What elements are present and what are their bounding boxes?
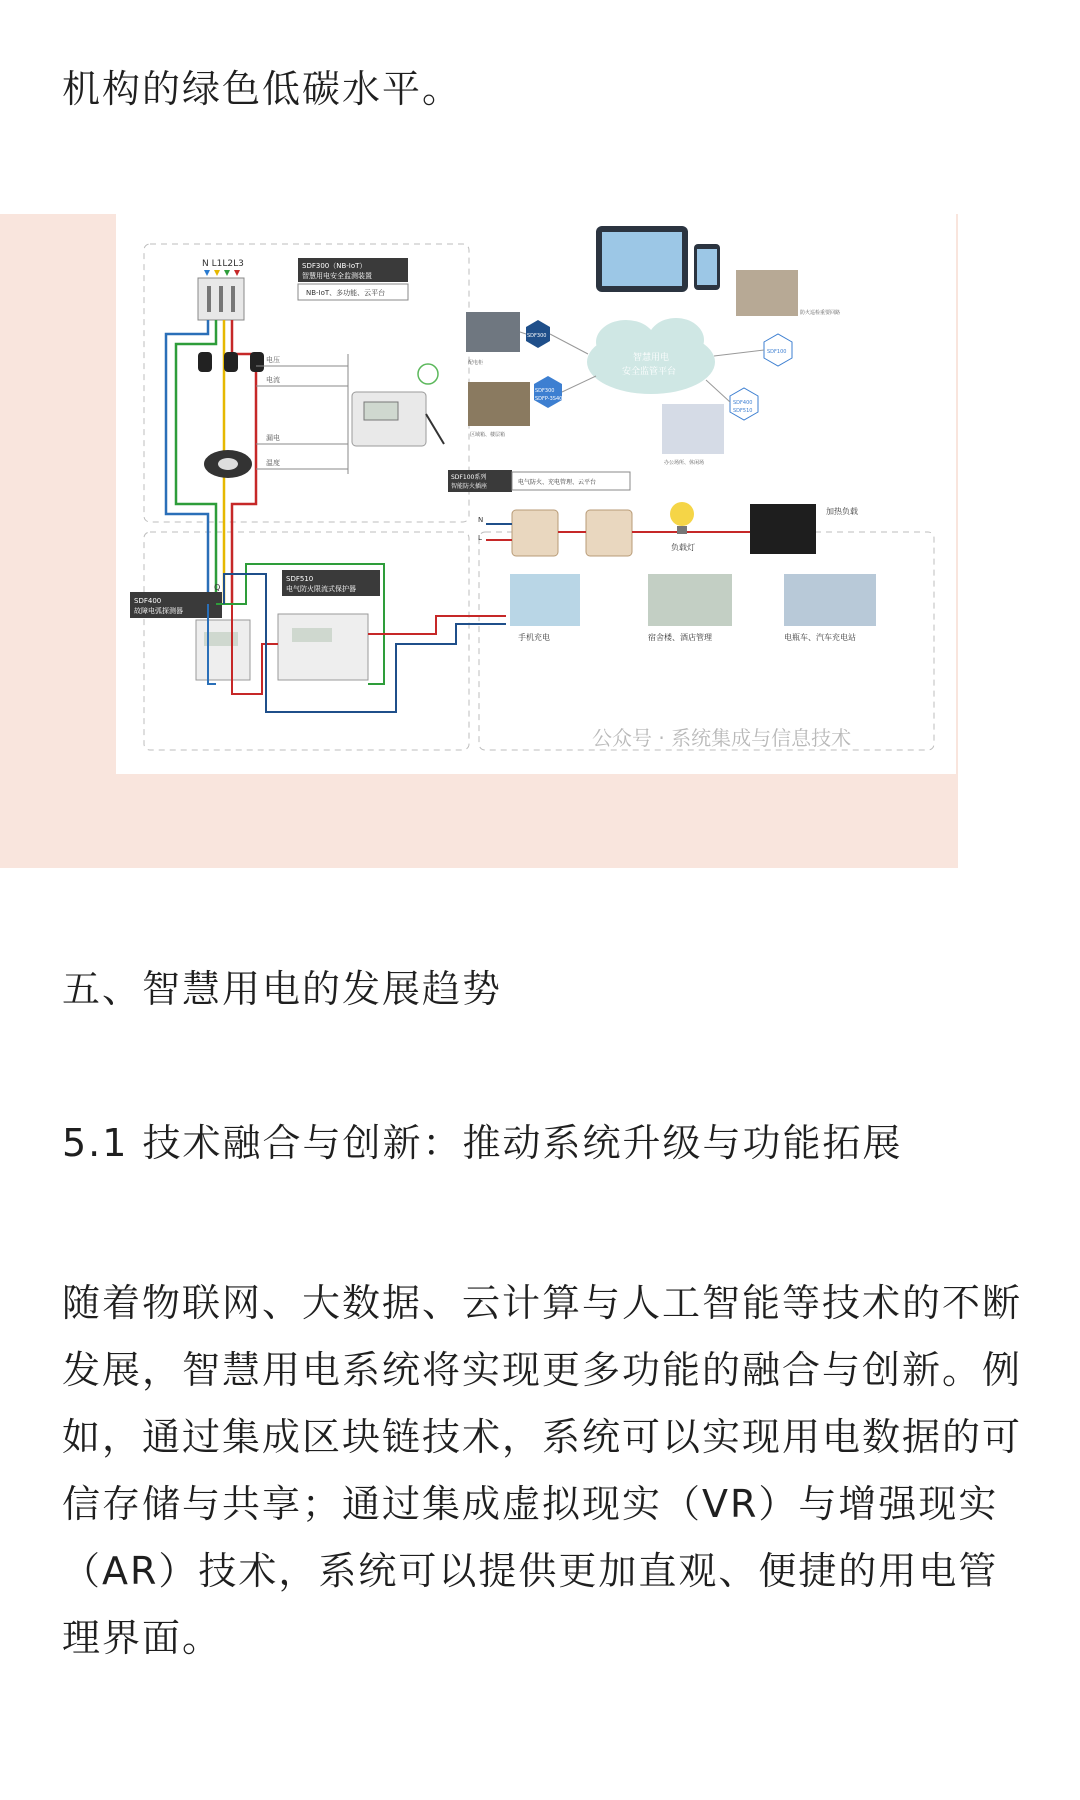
sdf300-subtitle: 智慧用电安全监测装置	[302, 272, 372, 280]
photo-caption-4: 防火巡检重要回路	[800, 310, 841, 316]
sdf400-device-icon	[196, 620, 250, 680]
photo-phone-charging	[510, 574, 580, 626]
wire-label-leakage: 漏电	[266, 434, 280, 442]
intro-text-tail: 机构的绿色低碳水平。	[62, 67, 463, 111]
heater-label: 加热负载	[826, 507, 858, 516]
figure-panel	[116, 214, 956, 774]
cloud-text-1: 智慧用电	[633, 353, 670, 363]
hex-right2-label-2: SDF510	[733, 408, 753, 414]
sdf510-title: SDF510	[286, 575, 314, 583]
sdf100-features: 电气防火、充电管理、云平台	[518, 479, 597, 486]
wire-label-current: 电流	[266, 376, 280, 384]
photo-dormitory	[648, 574, 732, 626]
sdf510-device-icon	[278, 614, 368, 680]
hex-left2-label-2: SDFP-3S40	[535, 396, 563, 402]
watermark-text: 公众号 · 系统集成与信息技术	[592, 726, 852, 750]
phone-charging-label: 手机充电	[518, 633, 550, 642]
dormitory-label: 宿舍楼、酒店管理	[648, 633, 712, 642]
sdf300-title: SDF300（NB-IoT）	[302, 262, 367, 270]
hex-right2-label-1: SDF400	[733, 400, 753, 406]
wire-label-voltage: 电压	[266, 356, 280, 364]
label-l: L	[478, 534, 482, 542]
heater-icon	[750, 504, 816, 554]
photo-office	[736, 270, 798, 316]
switch-q-label: Q	[214, 583, 221, 592]
ct-icon-1	[198, 352, 212, 372]
phase-labels: N L1L2L3	[202, 259, 244, 269]
hex-right-label: SDF100	[767, 349, 787, 355]
photo-ev-station	[784, 574, 876, 626]
hex-left-label: SDF300	[527, 333, 547, 339]
ev-station-label: 电瓶车、汽车充电站	[784, 633, 856, 642]
lamp-label: 负载灯	[671, 543, 695, 552]
sdf400-subtitle: 故障电弧探测器	[134, 607, 183, 615]
ct-icon-3	[250, 352, 264, 372]
subsection-title: 5.1 技术融合与创新：推动系统升级与功能拓展	[62, 1121, 903, 1165]
wifi-icon	[418, 364, 438, 384]
sdf510-subtitle: 电气防火限流式保护器	[286, 585, 356, 593]
sdf300-features: NB-IoT、多功能、云平台	[306, 289, 386, 297]
ct-icon-2	[224, 352, 238, 372]
sdf100-subtitle: 智能防火插座	[451, 483, 488, 490]
smart-socket-icon-2	[586, 510, 632, 556]
smart-electricity-diagram	[116, 214, 956, 774]
photo-caption-1: 配电柜	[468, 360, 484, 366]
photo-panel	[662, 404, 724, 454]
cloud-text-2: 安全监管平台	[622, 367, 677, 377]
lamp-icon	[670, 502, 694, 526]
photo-caption-3: 办公场所、休闲场	[664, 460, 705, 466]
photo-floor-box	[468, 382, 530, 426]
photo-distribution-cabinet	[466, 312, 520, 352]
smart-socket-icon-1	[512, 510, 558, 556]
body-paragraph: 随着物联网、大数据、云计算与人工智能等技术的不断发展，智慧用电系统将实现更多功能的融合与创新。例如，通过集成区块链技术，系统可以实现用电数据的可信存储与共享；通过集成虚拟现实（VR）与增强现实（AR）技术，系统可以提供更加直观、便捷的用电管理界面。	[62, 1281, 1023, 1660]
label-n: N	[478, 516, 484, 524]
sdf400-title: SDF400	[134, 597, 162, 605]
photo-caption-2: 区域箱、楼层箱	[470, 432, 506, 438]
sdf100-title: SDF100系列	[451, 474, 487, 481]
section-title: 五、智慧用电的发展趋势	[62, 967, 503, 1011]
hex-left2-label-1: SDF300	[535, 388, 555, 394]
wire-label-temperature: 温度	[266, 459, 280, 467]
